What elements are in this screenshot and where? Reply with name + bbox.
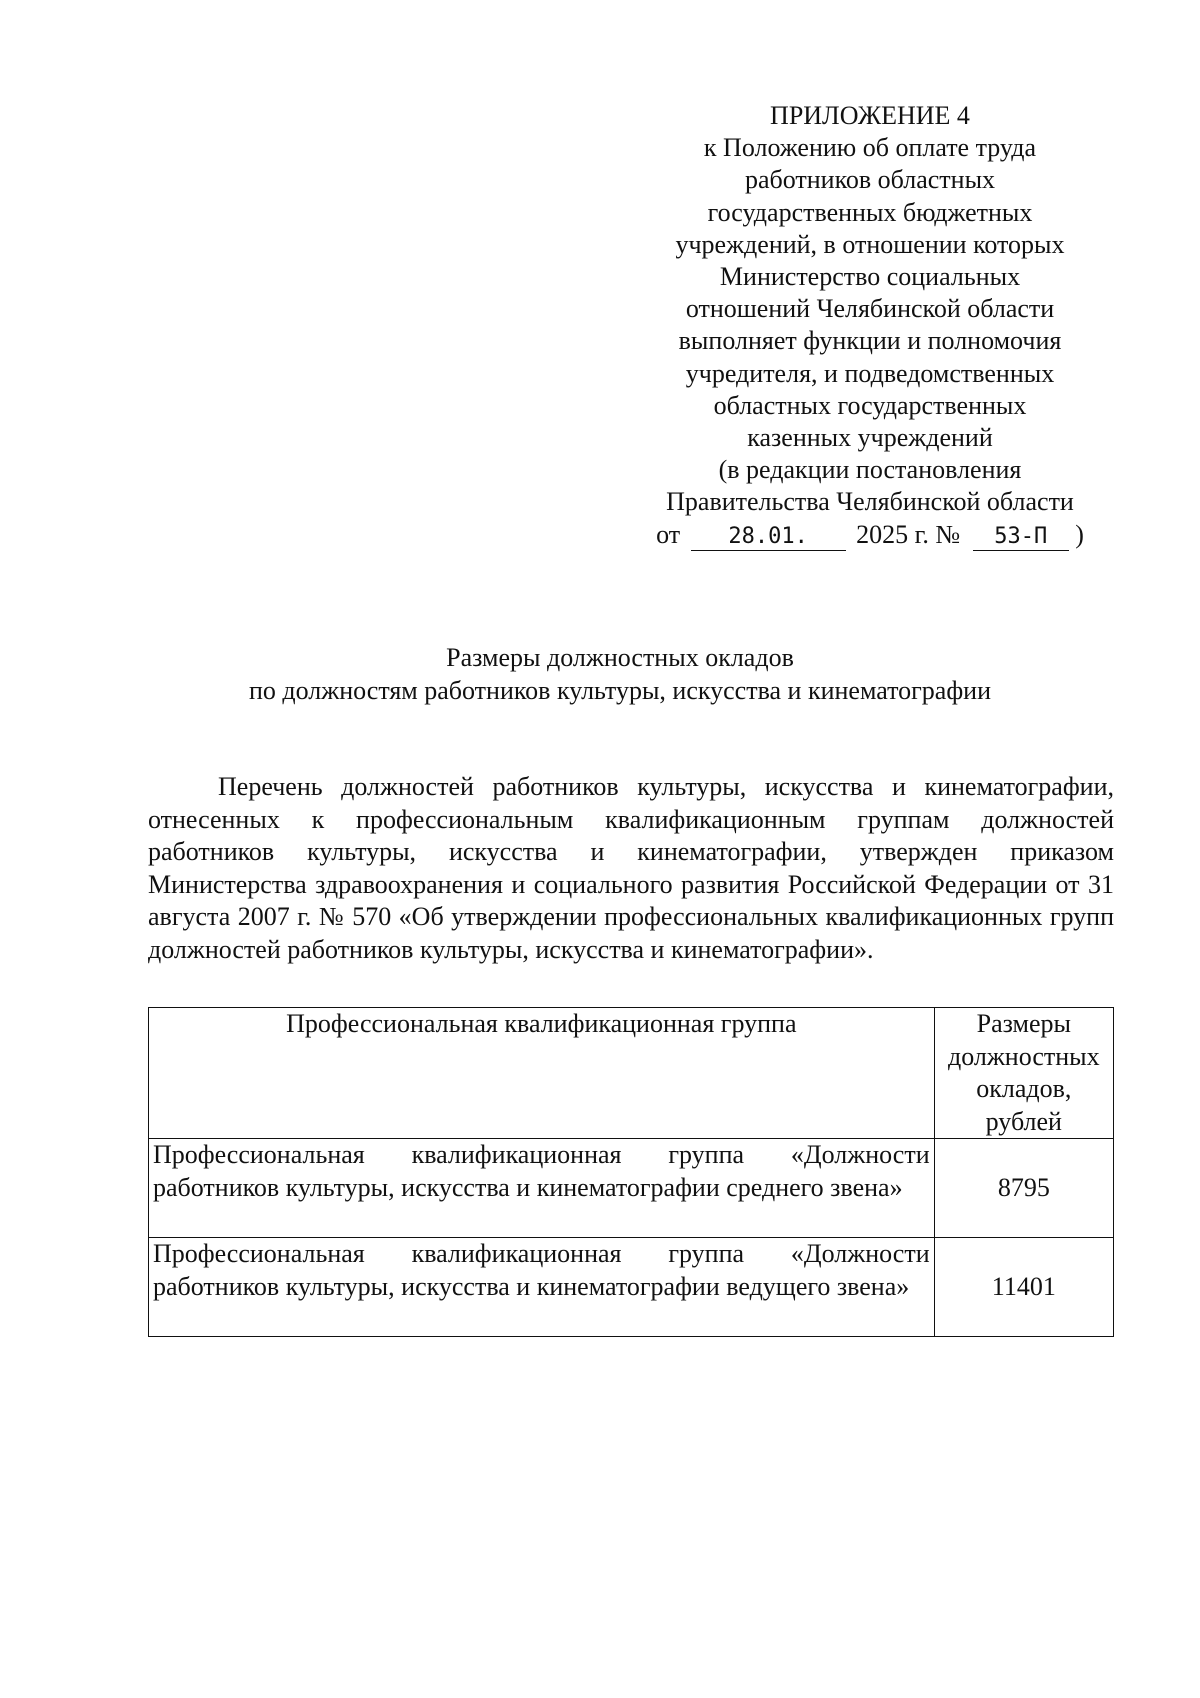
document-title-line-1: Размеры должностных окладов (446, 643, 794, 672)
qualification-group-cell: Профессиональная квалификационная группа «Должности работников культуры, искусства и кинематографии ведущего звена» (149, 1238, 935, 1337)
appendix-line: работников областных (744, 165, 996, 195)
resolution-year: 2025 г. № (856, 519, 961, 549)
appendix-line: Правительства Челябинской области (666, 487, 1074, 517)
table-row (149, 1238, 1114, 1337)
appendix-line: учреждений, в отношении которых (675, 229, 1065, 259)
appendix-line: к Положению об оплате труда (703, 133, 1037, 163)
appendix-line: казенных учреждений (747, 423, 993, 453)
qualification-group-cell: Профессиональная квалификационная группа «Должности работников культуры, искусства и кинематографии среднего звена» (149, 1139, 935, 1238)
appendix-line: отношений Челябинской области (685, 294, 1055, 324)
salary-amount-cell: 8795 (934, 1139, 1113, 1238)
header-amount-line: должностных (947, 1041, 1100, 1071)
appendix-line: областных государственных (713, 390, 1027, 420)
appendix-line: учредителя, и подведомственных (685, 358, 1055, 388)
table-header-row (149, 1008, 1114, 1139)
appendix-line: Министерство социальных (719, 262, 1021, 292)
header-amount-line: Размеры (976, 1009, 1071, 1038)
resolution-number: 53-П (973, 524, 1069, 551)
table-row (149, 1139, 1114, 1238)
appendix-header (640, 100, 1100, 551)
appendix-line: (в редакции постановления (718, 455, 1022, 485)
appendix-line: выполняет функции и полномочия (678, 326, 1062, 356)
salary-table (148, 1007, 1114, 1337)
date-prefix: от (656, 519, 681, 549)
document-title (100, 641, 1140, 707)
appendix-line: государственных бюджетных (707, 197, 1033, 227)
salary-amount-cell: 11401 (934, 1238, 1113, 1337)
appendix-title: ПРИЛОЖЕНИЕ 4 (770, 101, 970, 130)
resolution-date-line (640, 519, 1100, 551)
header-amount-line: окладов, (976, 1074, 1072, 1103)
header-amount-line: рублей (985, 1106, 1062, 1136)
document-title-line-2: по должностям работников культуры, искусства и кинематографии (248, 676, 991, 705)
header-salary-amount (934, 1008, 1113, 1139)
intro-paragraph: Перечень должностей работников культуры, искусства и кинематографии, отнесенных к профессиональным квалификационным группам должностей работников культуры, искусства и кинематографии, утвержден приказом Министерства здравоохранения и социального развития Российской Федерации от 31 августа 2007 г. № 570 «Об утверждении профессиональных квалификационных групп должностей работников культуры, искусства и кинематографии». (148, 772, 1114, 964)
closing-paren: ) (1075, 519, 1084, 549)
header-qualification-group: Профессиональная квалификационная группа (149, 1008, 935, 1139)
resolution-date: 28.01. (691, 524, 846, 551)
